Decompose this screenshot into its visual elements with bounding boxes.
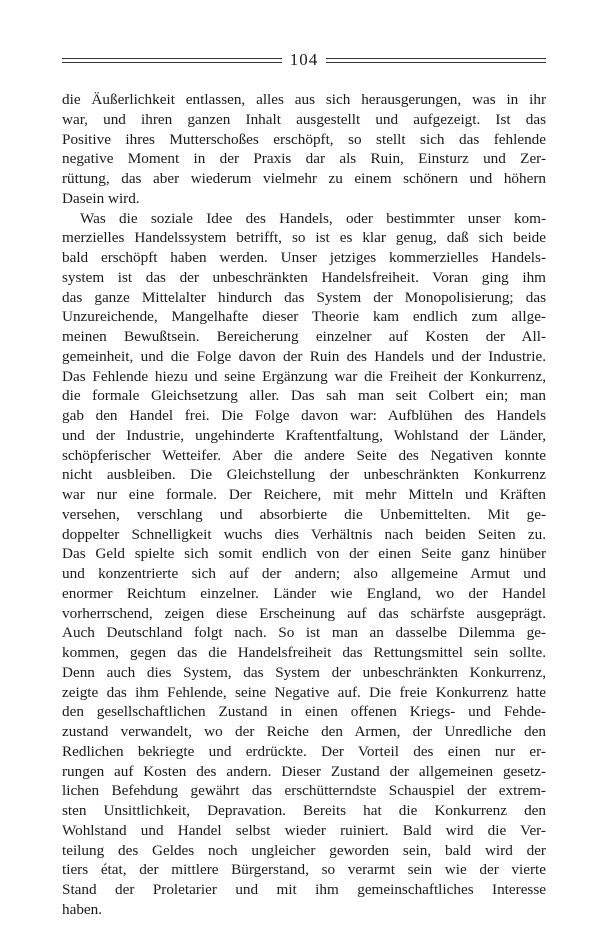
text-line: Das Geld spielte sich somit endlich von der einen Seite ganz hinüber <box>62 545 546 563</box>
text-line: gemeinheit, und die Folge davon der Ruin des Handels und der Industrie. <box>62 347 546 365</box>
body-text <box>62 90 546 920</box>
text-line: Unzureichende, Mangelhafte dieser Theorie kam endlich zum allge- <box>62 308 546 326</box>
text-line: und der Industrie, ungehinderte Kraftentfaltung, Wohlstand der Länder, <box>62 426 546 444</box>
text-line: Auch Deutschland folgt nach. So ist man an dasselbe Dilemma ge- <box>62 624 546 642</box>
text-line: Positive ihres Mutterschoßes erschöpft, so stellt sich das fehlende <box>62 130 546 148</box>
text-line: nicht ausbleiben. Die Gleichstellung der unbeschränkten Konkurrenz <box>62 466 546 484</box>
page-header <box>62 50 546 70</box>
text-line: sten Unsittlichkeit, Depravation. Bereits hat die Konkurrenz den <box>62 802 546 819</box>
text-line: vorherrschend, zeigen diese Erscheinung auf das schärfste ausgeprägt. <box>62 604 546 622</box>
page-number: 104 <box>289 50 319 69</box>
text-line: Was die soziale Idee des Handels, oder bestimmter unser kom- <box>80 209 546 227</box>
text-line: lichen Befehdung gewährt das erschütterndste Schauspiel der extrem- <box>62 782 546 800</box>
paragraph <box>62 90 546 209</box>
text-line: teilung des Geldes noch ungleicher geworden sein, bald wird der <box>62 841 546 859</box>
header-rule-left <box>62 58 282 63</box>
text-line: zustand verwandelt, wo der Reiche den Armen, der Unredliche den <box>62 723 546 740</box>
text-line: Denn auch dies System, das System der unbeschränkten Konkurrenz, <box>62 663 546 681</box>
text-line: bald erschöpft haben werden. Unser jetziges kommerzielles Handels- <box>62 249 546 266</box>
text-line: die formale Gleichsetzung aller. Das sah man seit Colbert ein; man <box>62 387 546 405</box>
text-line: Das Fehlende hiezu und seine Ergänzung war die Freiheit der Konkurrenz, <box>62 367 546 385</box>
text-line: war nur eine formale. Der Reichere, mit mehr Mitteln und Kräften <box>62 486 546 503</box>
text-line: war, und ihren ganzen Inhalt ausgestellt und aufgezeigt. Ist das <box>62 110 546 128</box>
text-line: doppelter Schnelligkeit wuchs dies Verhältnis nach beiden Seiten zu. <box>62 525 546 543</box>
text-line: enormer Reichtum einzelner. Länder wie England, wo der Handel <box>62 584 546 602</box>
text-line: meinen Bewußtsein. Bereicherung einzelner auf Kosten der All- <box>62 328 546 345</box>
text-line: gab den Handel frei. Die Folge davon war: Aufblühen des Handels <box>62 407 546 424</box>
text-line: schöpferischer Wetteifer. Aber die andere Seite des Negativen konnte <box>62 446 546 464</box>
text-line: merzielles Handelssystem betrifft, so ist es klar genug, daß sich beide <box>62 229 546 247</box>
text-line: Wohlstand und Handel selbst wieder ruiniert. Bald wird die Ver- <box>62 821 546 839</box>
text-line: Stand der Proletarier und mit ihm gemeinschaftliches Interesse <box>62 881 546 898</box>
text-line: und konzentrierte sich auf der andern; also allgemeine Armut und <box>62 565 546 582</box>
text-line: Redlichen bekriegte und erdrückte. Der Vorteil des einen nur er- <box>62 742 546 760</box>
text-line: Dasein wird. <box>62 189 140 207</box>
text-line: haben. <box>62 900 103 918</box>
paragraph <box>62 209 546 920</box>
text-line: rüttung, das aber wiederum vielmehr zu einem schönern und höhern <box>62 170 546 187</box>
text-line: tiers état, der mittlere Bürgerstand, so verarmt sein wie der vierte <box>62 861 546 879</box>
text-line: zeigte das ihm Fehlende, seine Negative auf. Die freie Konkurrenz hatte <box>62 683 546 701</box>
text-line: kommen, gegen das die Handelsfreiheit das Rettungsmittel sein sollte. <box>62 644 546 661</box>
text-line: negative Moment in der Praxis dar als Ruin, Einsturz und Zer- <box>62 150 546 168</box>
header-rule-right <box>326 58 546 63</box>
text-line: den gesellschaftlichen Zustand in einen offenen Kriegs- und Fehde- <box>62 703 546 721</box>
text-line: versehen, verschlang und absorbierte die Unbemittelten. Mit ge- <box>62 505 546 523</box>
text-line: rungen auf Kosten des andern. Dieser Zustand der allgemeinen gesetz- <box>62 762 546 780</box>
text-line: system ist das der unbeschränkten Handelsfreiheit. Voran ging ihm <box>62 268 546 286</box>
text-line: die Äußerlichkeit entlassen, alles aus sich herausgerungen, was in ihr <box>62 91 546 108</box>
text-line: das ganze Mittelalter hindurch das System der Monopolisierung; das <box>62 288 546 306</box>
